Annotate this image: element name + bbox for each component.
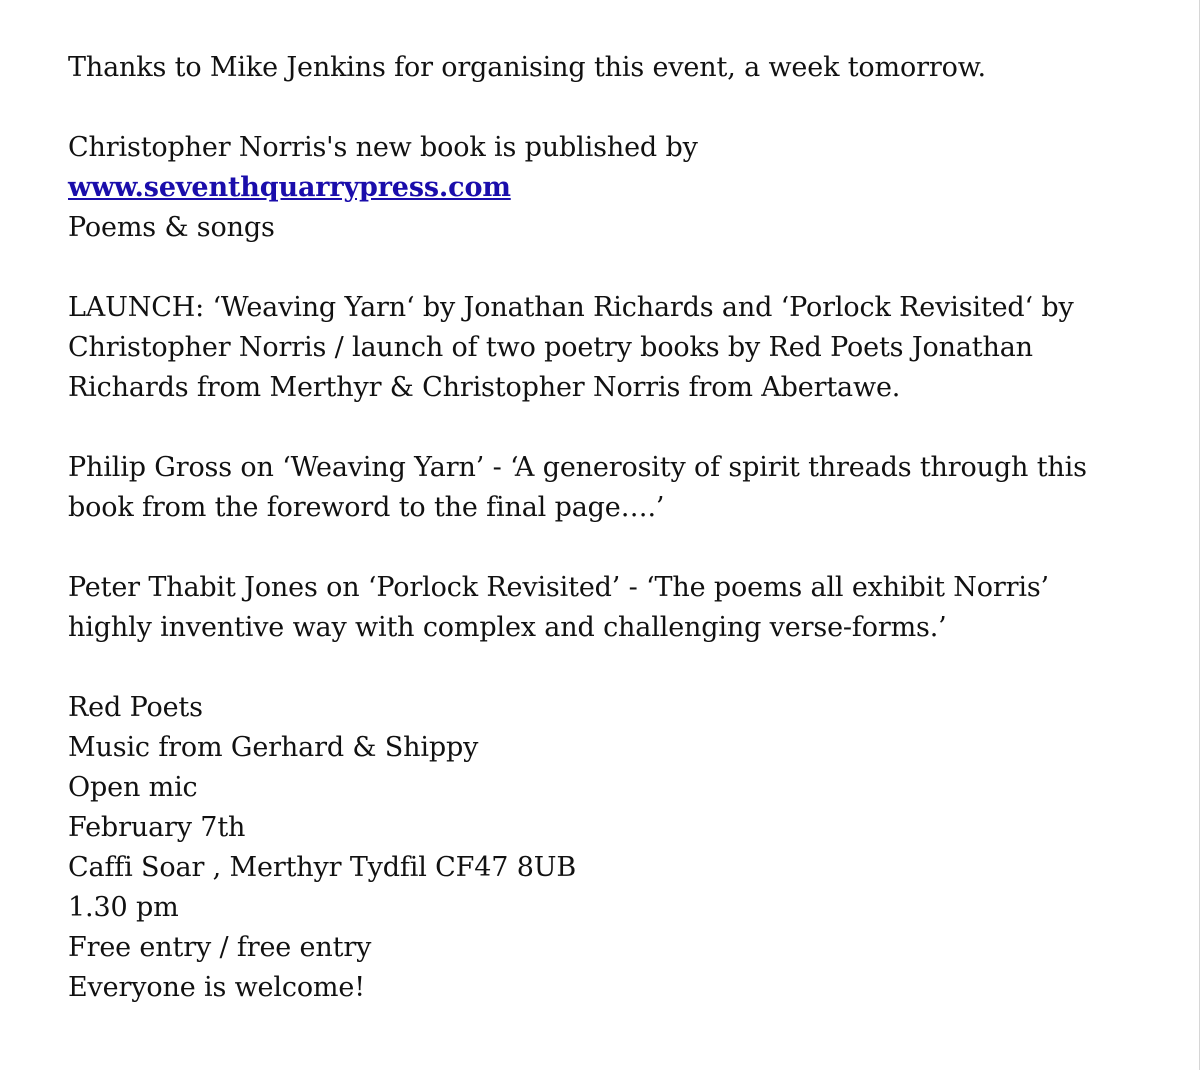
detail-entry: Free entry / free entry (68, 932, 372, 963)
gross-quote-line: book from the foreword to the final page….’ (68, 492, 665, 523)
launch-line: LAUNCH: ‘Weaving Yarn‘ by Jonathan Richards and ‘Porlock Revisited‘ by (68, 292, 1074, 323)
launch-paragraph (68, 288, 1178, 408)
publisher-paragraph (68, 128, 1178, 248)
launch-line: Christopher Norris / launch of two poetry books by Red Poets Jonathan (68, 332, 1033, 363)
jones-quote-paragraph (68, 568, 1178, 648)
detail-date: February 7th (68, 812, 246, 843)
detail-open-mic: Open mic (68, 772, 198, 803)
intro-text: Thanks to Mike Jenkins for organising this event, a week tomorrow. (68, 52, 986, 83)
publisher-link[interactable]: www.seventhquarrypress.com (68, 172, 511, 203)
publisher-subtitle: Poems & songs (68, 212, 275, 243)
intro-paragraph (68, 48, 1178, 88)
detail-venue: Caffi Soar , Merthyr Tydfil CF47 8UB (68, 852, 577, 883)
detail-group-name: Red Poets (68, 692, 203, 723)
event-details (68, 688, 1178, 1008)
gross-quote-paragraph (68, 448, 1178, 528)
detail-time: 1.30 pm (68, 892, 179, 923)
jones-quote-line: highly inventive way with complex and challenging verse-forms.’ (68, 612, 947, 643)
gross-quote-line: Philip Gross on ‘Weaving Yarn’ - ‘A generosity of spirit threads through this (68, 452, 1087, 483)
publisher-line: Christopher Norris's new book is published by (68, 132, 698, 163)
launch-line: Richards from Merthyr & Christopher Norris from Abertawe. (68, 372, 901, 403)
jones-quote-line: Peter Thabit Jones on ‘Porlock Revisited’ - ‘The poems all exhibit Norris’ (68, 572, 1049, 603)
detail-welcome: Everyone is welcome! (68, 972, 365, 1003)
document-body (68, 48, 1178, 1048)
detail-music: Music from Gerhard & Shippy (68, 732, 479, 763)
